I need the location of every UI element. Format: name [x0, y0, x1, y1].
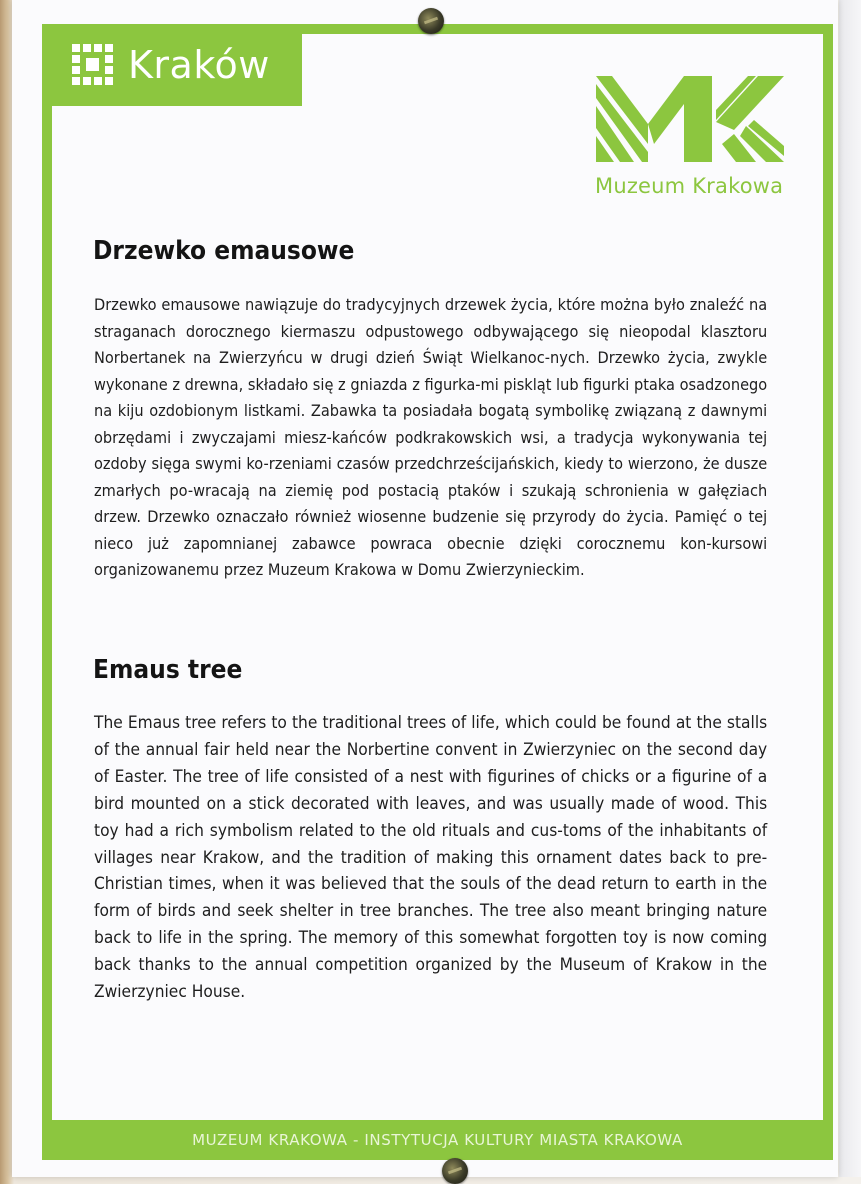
krakow-logo-icon: [72, 44, 114, 86]
english-heading: Emaus tree: [93, 655, 243, 685]
polish-heading: Drzewko emausowe: [93, 236, 355, 266]
city-badge: [42, 24, 302, 106]
city-label: Kraków: [128, 43, 270, 87]
background-wall-right: [839, 0, 861, 1177]
polish-description: Drzewko emausowe nawiązuje do tradycyjnych drzewek życia, które można było znaleźć na straganach dorocznego kiermaszu odpustowego odbywającego się nieopodal klasztoru Norbertanek na Zwierzyńcu w drugi dzień Świąt Wielkanoc-nych. Drzewko życia, zwykle wykonane z drewna, składało się z gniazda z figurka-mi piskląt lub figurki ptaka osadzonego na kiju ozdobionym listkami. Zabawka ta posiadała bogatą symbolikę związaną z dawnymi obrzędami i zwyczajami miesz-kańców podkrakowskich wsi, a tradycja wykonywania tej ozdoby sięga swymi ko-rzeniami czasów przedchrześcijańskich, kiedy to wierzono, że dusze zmarłych po-wracają na ziemię pod postacią ptaków i szukają schronienia w gałęziach drzew. Drzewko oznaczało również wiosenne budzenie się przyrody do życia. Pamięć o tej nieco już zapomnianej zabawce powraca obecnie dzięki corocznemu kon-kursowi organizowanemu przez Muzeum Krakowa w Domu Zwierzynieckim.: [94, 295, 768, 579]
footer-text: MUZEUM KRAKOWA - INSTYTUCJA KULTURY MIASTA KRAKOWA: [192, 1131, 683, 1149]
bottom-screw-icon: [442, 1158, 468, 1184]
english-description: The Emaus tree refers to the traditional trees of life, which could be found at the stalls of the annual fair held near the Norbertine convent in Zwierzyniec on the second day of Easter. The tree of life consisted of a nest with figurines of chicks or a figurine of a bird mounted on a stick decorated with leaves, and was usually made of wood. This toy had a rich symbolism related to the old rituals and cus-toms of the inhabitants of villages near Krakow, and the tradition of making this ornament dates back to pre-Christian times, when it was believed that the souls of the dead return to earth in the form of birds and seek shelter in tree branches. The tree also meant bringing nature back to life in the spring. The memory of this somewhat forgotten toy is now coming back thanks to the annual competition organized by the Museum of Krakow in the Zwierzyniec House.: [94, 713, 768, 1003]
museum-name: Muzeum Krakowa: [595, 174, 784, 198]
museum-mk-logo-icon: [596, 76, 784, 162]
footer-band: [42, 1120, 833, 1160]
top-screw-icon: [418, 8, 444, 34]
